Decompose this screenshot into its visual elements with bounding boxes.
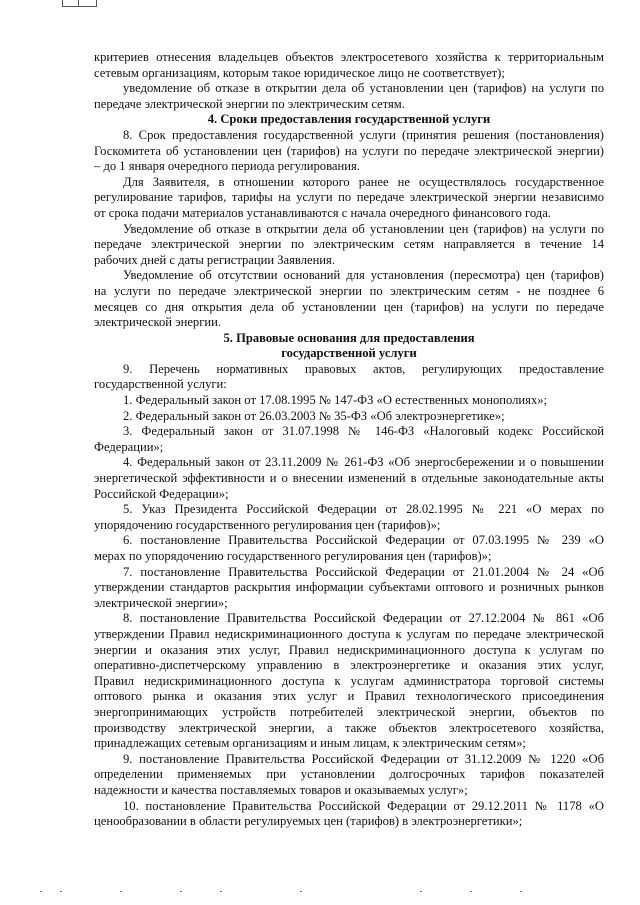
text-line: принадлежащих сетевым организациям и иным лицам, к электрическим сетям»; [94, 736, 526, 751]
text-line: критериев отнесения владельцев объектов электросетевого хозяйства к территориальным [94, 50, 604, 64]
text-line: Уведомление об отсутствии оснований для установления (пересмотра) цен (тарифов) [123, 268, 604, 283]
text-line: месяцев со дня открытия дела об установлении цен (тарифов) на услуги по передаче [94, 299, 604, 314]
text-line: передаче электрической энергии по электрическим сетям направляется в течение 14 [94, 237, 604, 252]
text-line: утверждении Правил недискриминационного доступа к услугам по передаче электрической [94, 626, 604, 641]
text-line: надежности и качества поставляемых товаров и оказываемых услуг»; [94, 782, 468, 797]
text-line: сетевым организациям, которым такое юридическое лицо не соответствует); [94, 65, 505, 80]
text-line: Для Заявителя, в отношении которого ранее не осуществлялось государственное [123, 174, 604, 189]
text-line: мерах по упорядочению государственного регулирования цен (тарифов)»; [94, 549, 492, 563]
text-line: – до 1 января очередного периода регулирования. [94, 159, 360, 174]
text-line: государственной услуги: [94, 377, 227, 392]
text-line: 3. Федеральный закон от 31.07.1998 № 146-ФЗ «Налоговый кодекс Российской [123, 424, 604, 439]
text-line: оперативно-диспетчерскому управлению в электроэнергетике и оказания этих услуг, [94, 658, 604, 673]
text-line: Госкомитета об установлении цен (тарифов) на услуги по передаче электрической энергии) [94, 143, 604, 158]
text-line: от срока подачи материалов устанавливаются с начала очередного финансового года. [94, 205, 551, 220]
text-line: Правил недискриминационного доступа к услугам администратора торговой системы [94, 673, 604, 688]
text-line: уведомление об отказе в открытии дела об установлении цен (тарифов) на услуги по [123, 81, 604, 96]
text-line: энергетической эффективности и о внесении изменений в отдельные законодательные акты [94, 471, 604, 486]
section-heading: государственной услуги [281, 346, 417, 361]
text-line: энергии и оказания этих услуг, Правил недискриминационного доступа к услугам по [94, 642, 604, 657]
text-line: передаче электрической энергии по электрическим сетям. [94, 96, 405, 111]
text-line: 4. Федеральный закон от 23.11.2009 № 261-ФЗ «Об энергосбережении и о повышении [123, 455, 604, 470]
text-line: энергопринимающих устройств потребителей электрической энергии, объектов по [94, 704, 604, 719]
text-line: 7. постановление Правительства Российской Федерации от 21.01.2004 № 24 «Об [123, 564, 604, 579]
scan-artifact [0, 891, 640, 897]
scan-artifact [96, 0, 97, 7]
text-line: рабочих дней с даты регистрации Заявления. [94, 252, 335, 267]
text-line: производству электрической энергии, а также объектов электросетевого хозяйства, [94, 720, 604, 735]
text-line: 10. постановление Правительства Российской Федерации от 29.12.2011 № 1178 «О [123, 798, 604, 813]
section-heading: 5. Правовые основания для предоставления [223, 330, 475, 345]
text-line: 1. Федеральный закон от 17.08.1995 № 147-ФЗ «О естественных монополиях»; [123, 393, 548, 408]
text-line: упорядочению государственного регулирования цен (тарифов)»; [94, 517, 441, 532]
text-line: Российской Федерации»; [94, 486, 229, 501]
text-line: 2. Федеральный закон от 26.03.2003 № 35-ФЗ «Об электроэнергетике»; [123, 408, 505, 423]
text-line: Уведомление об отказе в открытии дела об установлении цен (тарифов) на услуги по [123, 221, 604, 236]
text-line: Федерации»; [94, 439, 164, 454]
text-line: определении применяемых при установлении долгосрочных тарифов показателей [94, 767, 604, 782]
text-line: электрической энергии»; [94, 595, 228, 610]
text-line: 5. Указ Президента Российской Федерации от 28.02.1995 № 221 «О мерах по [123, 502, 604, 517]
scan-artifact [62, 6, 96, 7]
text-line: 6. постановление Правительства Российской Федерации от 07.03.1995 № 239 «О [123, 533, 604, 548]
text-line: электрической энергии. [94, 315, 222, 330]
text-line: утверждении стандартов раскрытия информации субъектами оптового и розничных рынков [94, 580, 604, 595]
document-body [94, 50, 604, 830]
text-line: на услуги по передаче электрической энергии по электрическим сетям - не позднее 6 [94, 283, 604, 298]
text-line: 8. Срок предоставления государственной услуги (принятия решения (постановления) [123, 127, 604, 142]
text-line: оптового рынка и оказания этих услуг и Правил технологического присоединения [94, 689, 604, 704]
text-line: 9. Перечень нормативных правовых актов, регулирующих предоставление [123, 361, 604, 376]
text-line: ценообразовании в области регулируемых цен (тарифов) в электроэнергетики»; [94, 814, 523, 829]
section-heading: 4. Сроки предоставления государственной услуги [207, 112, 491, 127]
text-line: 9. постановление Правительства Российской Федерации от 31.12.2009 № 1220 «Об [123, 751, 604, 766]
text-line: 8. постановление Правительства Российской Федерации от 27.12.2004 № 861 «Об [123, 611, 604, 626]
text-line: регулирование тарифов, тарифы на услуги по передаче электрической энергии независимо [94, 190, 604, 205]
